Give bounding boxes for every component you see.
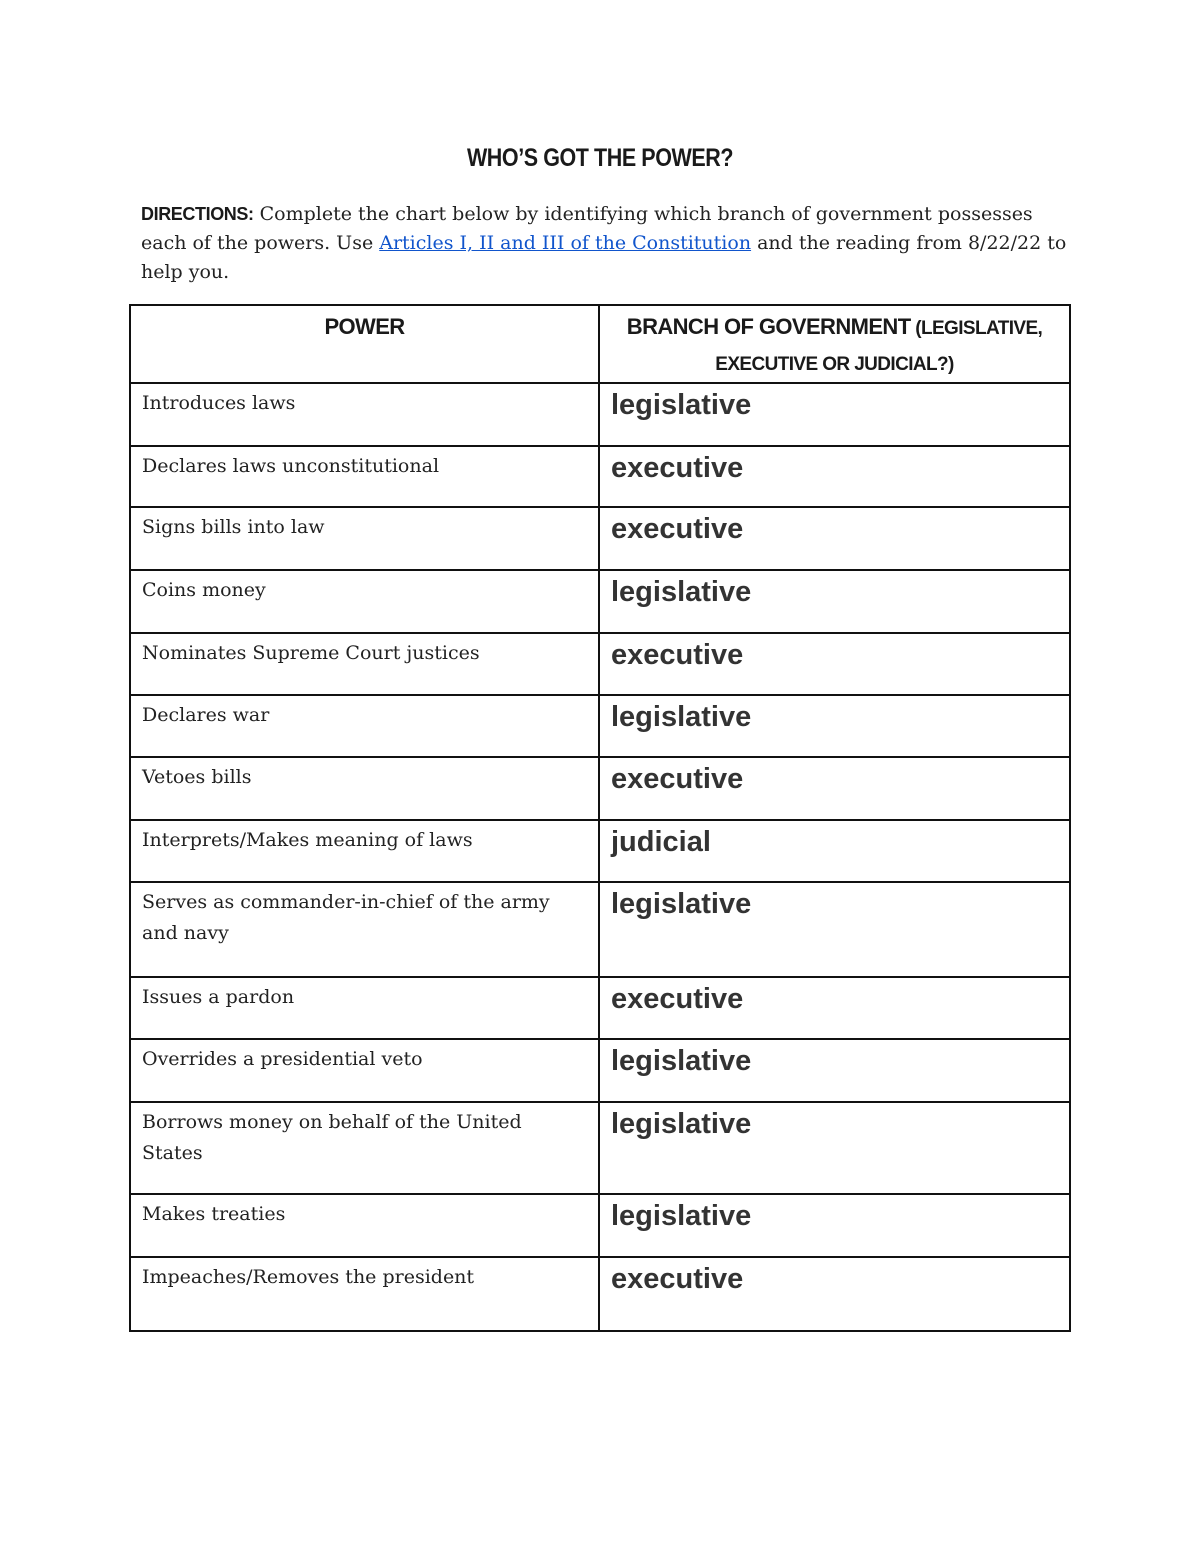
power-text: Impeaches/Removes the president bbox=[142, 1266, 475, 1288]
table-row bbox=[130, 695, 1070, 757]
table-row bbox=[130, 882, 1070, 977]
branch-answer-text: legislative bbox=[611, 389, 752, 421]
power-text: Signs bills into law bbox=[142, 516, 325, 538]
directions-paragraph bbox=[141, 200, 1071, 287]
power-text: Borrows money on behalf of the United States bbox=[142, 1111, 522, 1164]
table-row bbox=[130, 446, 1070, 507]
branch-answer-text: legislative bbox=[611, 888, 752, 920]
branch-answer-text: legislative bbox=[611, 1200, 752, 1232]
branch-answer-cell[interactable] bbox=[599, 977, 1070, 1039]
branch-answer-cell[interactable] bbox=[599, 820, 1070, 882]
power-cell bbox=[130, 633, 599, 695]
table-body bbox=[130, 383, 1070, 1331]
branch-answer-cell[interactable] bbox=[599, 1194, 1070, 1257]
directions-text-after-link: and the reading from 8/22/22 to help you. bbox=[141, 232, 1067, 283]
power-text: Overrides a presidential veto bbox=[142, 1048, 423, 1070]
branch-answer-cell[interactable] bbox=[599, 1039, 1070, 1102]
table-row bbox=[130, 570, 1070, 633]
header-branch-sub: (LEGISLATIVE, EXECUTIVE OR JUDICIAL?) bbox=[715, 318, 1043, 375]
table-row bbox=[130, 820, 1070, 882]
branch-answer-cell[interactable] bbox=[599, 570, 1070, 633]
table-row bbox=[130, 757, 1070, 820]
power-cell bbox=[130, 1257, 599, 1331]
power-text: Declares laws unconstitutional bbox=[142, 455, 440, 477]
power-cell bbox=[130, 695, 599, 757]
table-header-row bbox=[130, 305, 1070, 383]
table-row bbox=[130, 633, 1070, 695]
branch-answer-cell[interactable] bbox=[599, 633, 1070, 695]
page-title: WHO’S GOT THE POWER? bbox=[466, 144, 734, 172]
powers-chart-table bbox=[129, 304, 1071, 1332]
directions-text-before-link: Complete the chart below by identifying which branch of government possesses each of the powers. Use bbox=[141, 203, 1033, 254]
table-row bbox=[130, 1102, 1070, 1194]
power-text: Introduces laws bbox=[142, 392, 296, 414]
branch-answer-text: executive bbox=[611, 513, 744, 545]
power-cell bbox=[130, 882, 599, 977]
branch-answer-cell[interactable] bbox=[599, 757, 1070, 820]
power-cell bbox=[130, 507, 599, 570]
header-branch bbox=[599, 305, 1070, 383]
power-cell bbox=[130, 1194, 599, 1257]
power-cell bbox=[130, 977, 599, 1039]
branch-answer-text: judicial bbox=[611, 826, 711, 858]
branch-answer-text: legislative bbox=[611, 576, 752, 608]
branch-answer-text: executive bbox=[611, 983, 744, 1015]
power-text: Serves as commander-in-chief of the army and navy bbox=[142, 891, 550, 944]
power-cell bbox=[130, 1039, 599, 1102]
power-cell bbox=[130, 570, 599, 633]
table-row bbox=[130, 977, 1070, 1039]
table-row bbox=[130, 507, 1070, 570]
branch-answer-cell[interactable] bbox=[599, 507, 1070, 570]
branch-answer-cell[interactable] bbox=[599, 695, 1070, 757]
power-text: Interprets/Makes meaning of laws bbox=[142, 829, 473, 851]
branch-answer-text: executive bbox=[611, 763, 744, 795]
constitution-articles-link[interactable]: Articles I, II and III of the Constitution bbox=[379, 232, 752, 254]
power-cell bbox=[130, 1102, 599, 1194]
header-branch-main: BRANCH OF GOVERNMENT bbox=[626, 314, 911, 339]
header-power: POWER bbox=[130, 305, 599, 383]
branch-answer-text: legislative bbox=[611, 701, 752, 733]
directions-label: DIRECTIONS: bbox=[141, 204, 254, 224]
table-row bbox=[130, 383, 1070, 446]
branch-answer-text: executive bbox=[611, 1263, 744, 1295]
power-cell bbox=[130, 446, 599, 507]
branch-answer-text: executive bbox=[611, 639, 744, 671]
branch-answer-cell[interactable] bbox=[599, 882, 1070, 977]
power-text: Makes treaties bbox=[142, 1203, 286, 1225]
branch-answer-text: legislative bbox=[611, 1045, 752, 1077]
branch-answer-cell[interactable] bbox=[599, 446, 1070, 507]
power-text: Nominates Supreme Court justices bbox=[142, 642, 480, 664]
power-cell bbox=[130, 757, 599, 820]
branch-answer-cell[interactable] bbox=[599, 1102, 1070, 1194]
power-text: Issues a pardon bbox=[142, 986, 295, 1008]
power-text: Coins money bbox=[142, 579, 266, 601]
branch-answer-cell[interactable] bbox=[599, 383, 1070, 446]
branch-answer-text: legislative bbox=[611, 1108, 752, 1140]
power-text: Declares war bbox=[142, 704, 270, 726]
branch-answer-text: executive bbox=[611, 452, 744, 484]
branch-answer-cell[interactable] bbox=[599, 1257, 1070, 1331]
power-cell bbox=[130, 383, 599, 446]
table-row bbox=[130, 1039, 1070, 1102]
power-text: Vetoes bills bbox=[142, 766, 252, 788]
table-row bbox=[130, 1257, 1070, 1331]
power-cell bbox=[130, 820, 599, 882]
table-row bbox=[130, 1194, 1070, 1257]
